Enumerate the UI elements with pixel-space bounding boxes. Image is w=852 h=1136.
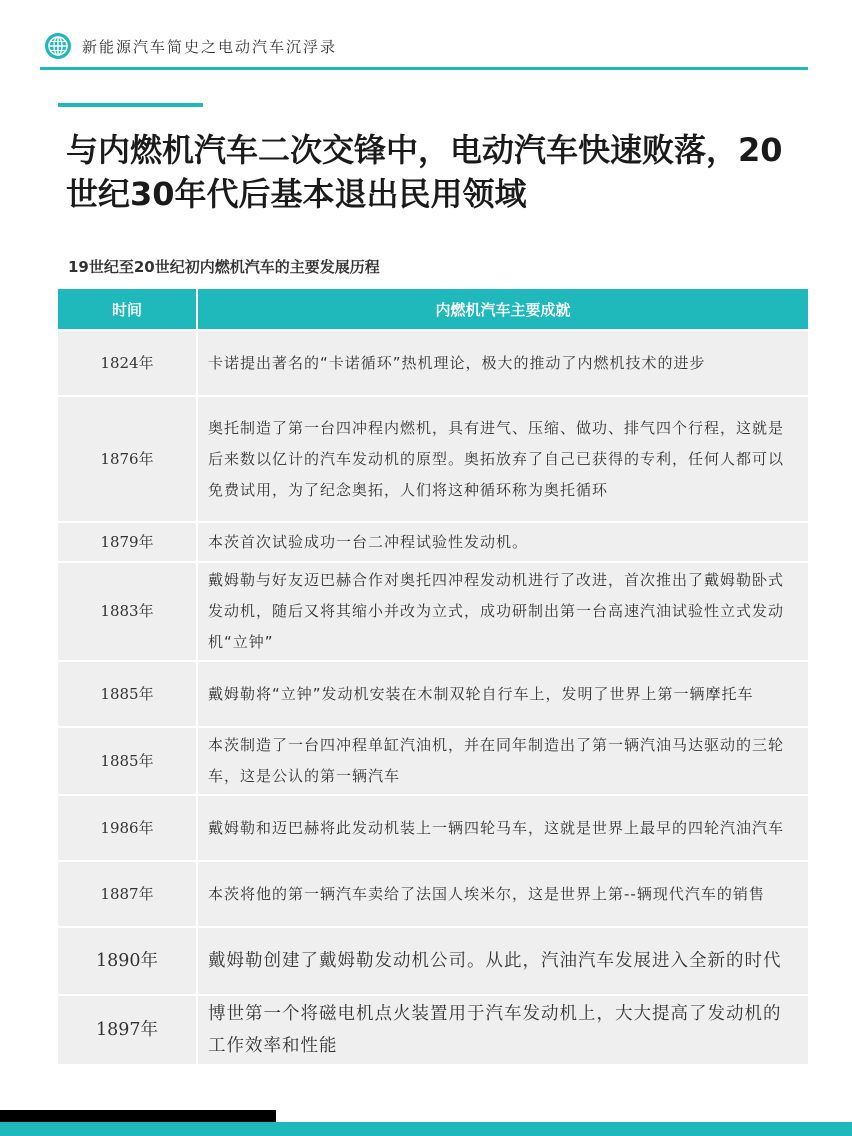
row-description: 本茨首次试验成功一台二冲程试验性发动机。 <box>197 522 808 562</box>
globe-icon <box>44 32 72 60</box>
row-description: 博世第一个将磁电机点火装置用于汽车发动机上，大大提高了发动机的工作效率和性能 <box>197 995 808 1064</box>
footer-bar-accent <box>0 1122 852 1136</box>
table-row <box>58 927 808 995</box>
table-row <box>58 661 808 727</box>
table-header-row <box>58 289 808 330</box>
table-row <box>58 396 808 522</box>
row-year: 1824年 <box>58 330 197 396</box>
column-header-achievement: 内燃机汽车主要成就 <box>197 289 808 330</box>
page-header <box>40 30 808 70</box>
table-row <box>58 562 808 661</box>
table-row <box>58 330 808 396</box>
table-row <box>58 522 808 562</box>
page-title: 与内燃机汽车二次交锋中，电动汽车快速败落，20世纪30年代后基本退出民用领域 <box>66 131 783 213</box>
history-table <box>58 289 808 1064</box>
table-row <box>58 861 808 927</box>
row-year: 1897年 <box>58 995 197 1064</box>
row-year: 1885年 <box>58 727 197 795</box>
header-divider <box>40 67 808 70</box>
row-description: 卡诺提出著名的“卡诺循环”热机理论，极大的推动了内燃机技术的进步 <box>197 330 808 396</box>
row-description: 戴姆勒与好友迈巴赫合作对奥托四冲程发动机进行了改进，首次推出了戴姆勒卧式发动机，随后又将其缩小并改为立式，成功研制出第一台高速汽油试验性立式发动机“立钟” <box>197 562 808 661</box>
header-title: 新能源汽车简史之电动汽车沉浮录 <box>82 38 338 56</box>
row-year: 1890年 <box>58 927 197 995</box>
row-description: 戴姆勒创建了戴姆勒发动机公司。从此，汽油汽车发展进入全新的时代 <box>197 927 808 995</box>
row-description: 戴姆勒和迈巴赫将此发动机装上一辆四轮马车，这就是世界上最早的四轮汽油汽车 <box>197 795 808 861</box>
row-year: 1885年 <box>58 661 197 727</box>
table-row <box>58 995 808 1064</box>
row-year: 1986年 <box>58 795 197 861</box>
table-caption: 19世纪至20世纪初内燃机汽车的主要发展历程 <box>68 258 380 276</box>
row-year: 1876年 <box>58 396 197 522</box>
row-description: 本茨制造了一台四冲程单缸汽油机，并在同年制造出了第一辆汽油马达驱动的三轮车，这是公认的第一辆汽车 <box>197 727 808 795</box>
column-header-time: 时间 <box>58 289 197 330</box>
row-year: 1883年 <box>58 562 197 661</box>
row-description: 本茨将他的第一辆汽车卖给了法国人埃米尔，这是世界上第--辆现代汽车的销售 <box>197 861 808 927</box>
title-accent-bar <box>58 103 203 107</box>
footer-bar-dark <box>0 1110 276 1122</box>
row-description: 奥托制造了第一台四冲程内燃机，具有进气、压缩、做功、排气四个行程，这就是后来数以亿计的汽车发动机的原型。奥拓放弃了自己已获得的专利，任何人都可以免费试用，为了纪念奥拓，人们将这种循环称为奥托循环 <box>197 396 808 522</box>
row-year: 1879年 <box>58 522 197 562</box>
row-year: 1887年 <box>58 861 197 927</box>
table-row <box>58 727 808 795</box>
row-description: 戴姆勒将“立钟”发动机安装在木制双轮自行车上，发明了世界上第一辆摩托车 <box>197 661 808 727</box>
table-row <box>58 795 808 861</box>
